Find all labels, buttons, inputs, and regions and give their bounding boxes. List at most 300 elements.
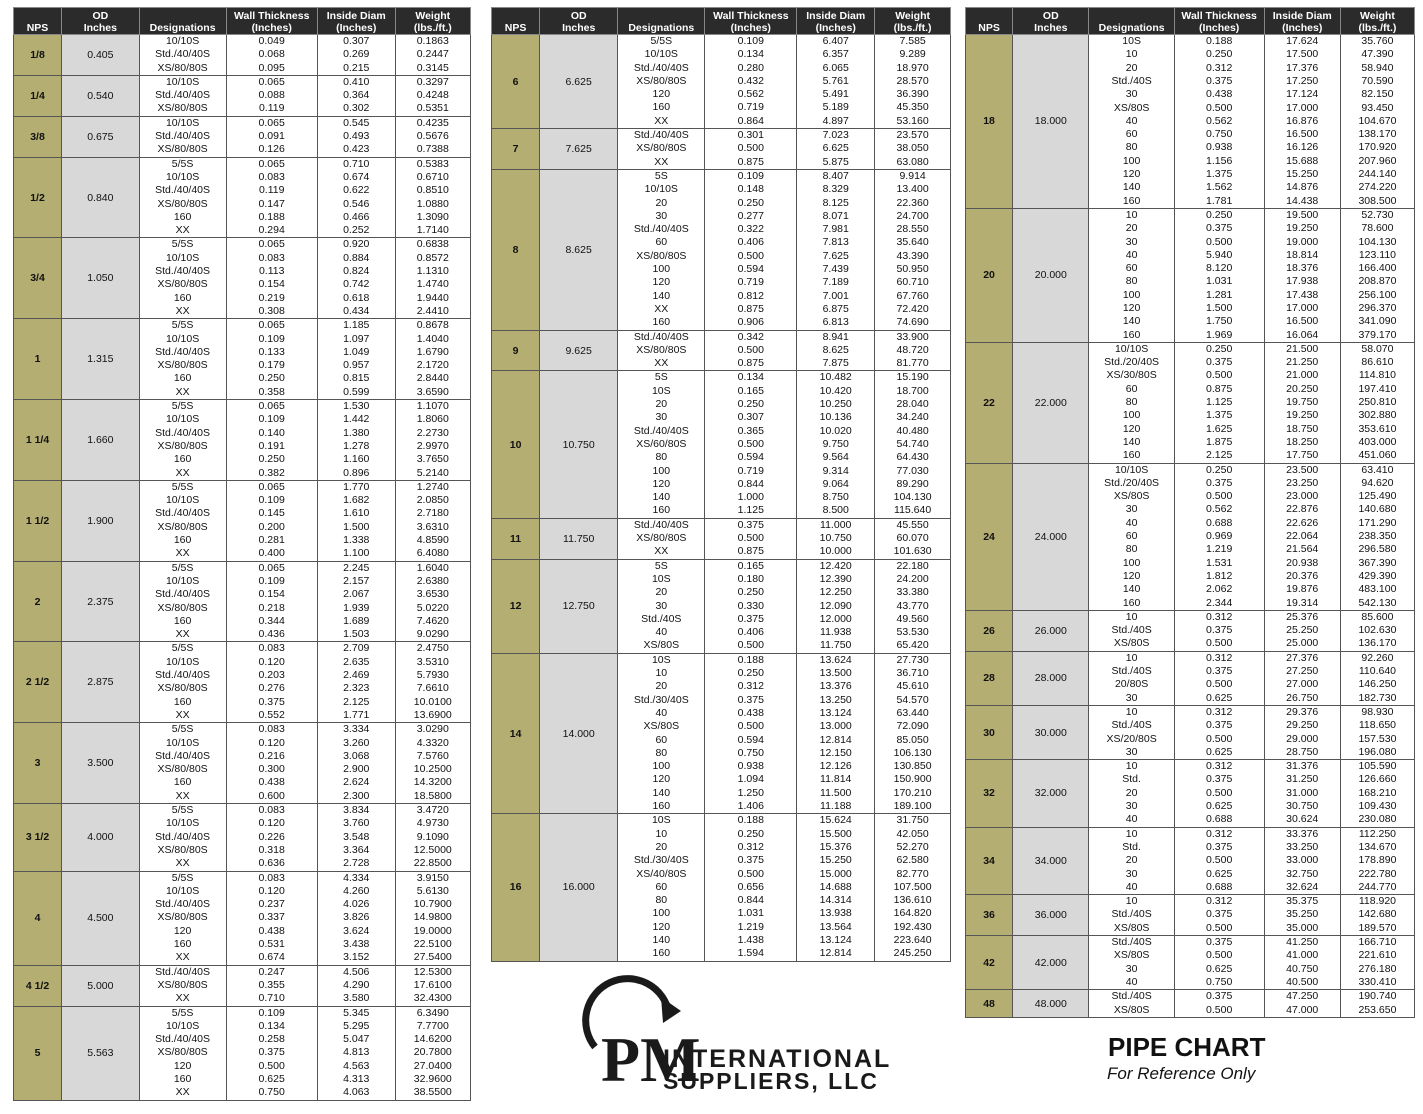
id-value: 20.376: [1286, 569, 1319, 582]
wt-value: 22.180: [896, 559, 929, 572]
wall-value: 0.250: [1206, 342, 1233, 355]
wt-value: 3.6590: [416, 385, 449, 398]
wall-list-cell: [226, 871, 317, 965]
id-list-cell: [1264, 936, 1340, 990]
des-value: 160: [173, 776, 192, 789]
id-value: 17.624: [1286, 35, 1319, 48]
designations-header: [618, 8, 705, 35]
wall-value: 0.562: [737, 88, 764, 101]
header-line-1: Inside Diam: [806, 10, 866, 22]
des-list-cell: [1089, 827, 1174, 895]
wt-list-cell: [395, 804, 470, 872]
wt-value: 2.6380: [416, 574, 449, 587]
wt-list-cell: [395, 238, 470, 319]
wall-list-cell: [1174, 705, 1264, 759]
des-value: Std./40/40S: [155, 48, 211, 61]
id-value: 1.338: [343, 534, 370, 547]
des-list-cell: [618, 35, 705, 129]
id-value: 47.000: [1286, 1003, 1319, 1016]
des-value: 10S: [651, 572, 671, 585]
id-value: 0.884: [343, 251, 370, 264]
des-value: 10: [1125, 827, 1138, 840]
wall-value: 1.031: [737, 907, 764, 920]
wt-value: 82.150: [1361, 88, 1394, 101]
des-value: 140: [1122, 315, 1141, 328]
wt-value: 58.070: [1361, 342, 1394, 355]
nps-cell: 20: [966, 208, 1013, 342]
wt-value: 483.100: [1358, 583, 1397, 596]
id-value: 4.026: [343, 898, 370, 911]
od-cell: 30.000: [1013, 705, 1089, 759]
id-value: 19.876: [1286, 583, 1319, 596]
wt-value: 81.770: [896, 357, 929, 370]
wall-list-cell: [226, 965, 317, 1006]
wall-list-cell: [1174, 342, 1264, 463]
wt-value: 0.3145: [416, 61, 449, 74]
wall-value: 0.688: [1206, 516, 1233, 529]
des-value: Std./40S: [1111, 665, 1152, 678]
header-line-2: (lbs./ft.): [893, 21, 932, 34]
wt-value: 18.700: [896, 384, 929, 397]
des-value: 5/5S: [171, 804, 194, 817]
wall-list-cell: [1174, 990, 1264, 1018]
id-value: 7.625: [822, 249, 849, 262]
id-value: 35.250: [1286, 908, 1319, 921]
id-value: 5.875: [822, 155, 849, 168]
wall-value: 0.636: [258, 857, 285, 870]
od-cell: 4.000: [61, 804, 139, 872]
wall-value: 0.500: [1206, 101, 1233, 114]
wt-value: 0.8510: [416, 184, 449, 197]
wt-value: 18.970: [896, 61, 929, 74]
id-value: 5.761: [822, 74, 849, 87]
wt-value: 24.200: [896, 572, 929, 585]
wt-value: 125.490: [1358, 490, 1397, 503]
wt-value: 3.6530: [416, 588, 449, 601]
wt-value: 89.290: [896, 477, 929, 490]
des-value: 10/10S: [644, 48, 678, 61]
header-line-2: [618, 11, 704, 23]
wall-value: 0.065: [258, 75, 285, 88]
id-value: 22.626: [1286, 516, 1319, 529]
header-line-2: [492, 11, 539, 23]
wall-value: 1.969: [1206, 328, 1233, 341]
nps-cell: 16: [492, 814, 540, 961]
des-value: 10/10S: [165, 332, 200, 345]
id-value: 10.136: [819, 411, 852, 424]
wall-value: 0.188: [258, 210, 285, 223]
des-value: 10/10S: [1114, 342, 1149, 355]
wt-value: 192.430: [893, 920, 932, 933]
wall-value: 0.500: [1206, 678, 1233, 691]
wall-value: 0.656: [737, 880, 764, 893]
wt-value: 7.4620: [416, 614, 449, 627]
wall-value: 0.109: [737, 170, 764, 182]
designations-header: [1089, 8, 1174, 35]
wall-value: 0.812: [737, 289, 764, 302]
wt-list-cell: [395, 480, 470, 561]
wt-value: 10.2500: [413, 763, 452, 776]
id-value: 7.023: [822, 129, 849, 142]
wt-value: 72.420: [896, 302, 929, 315]
wall-list-cell: [226, 75, 317, 116]
id-value: 17.938: [1286, 275, 1319, 288]
pipe-size-row: [966, 651, 1415, 705]
wt-value: 53.160: [896, 114, 929, 127]
wall-value: 0.500: [737, 639, 764, 652]
wt-value: 14.3200: [413, 776, 452, 789]
des-value: XS/80/80S: [157, 978, 208, 991]
des-value: 30: [1125, 745, 1138, 758]
des-value: XX: [175, 224, 190, 237]
des-value: 40: [655, 706, 668, 719]
wall-value: 0.250: [737, 827, 764, 840]
des-value: 20: [655, 196, 668, 209]
des-value: 120: [652, 88, 671, 101]
wall-value: 0.844: [737, 894, 764, 907]
des-value: 120: [173, 1059, 192, 1072]
des-value: 80: [1125, 543, 1138, 556]
id-value: 17.000: [1286, 301, 1319, 314]
od-cell: 18.000: [1013, 35, 1089, 209]
id-value: 8.625: [822, 343, 849, 356]
id-value: 17.438: [1286, 288, 1319, 301]
header-line-2: Inches: [83, 21, 117, 34]
id-value: 15.500: [819, 827, 852, 840]
wall-value: 0.280: [737, 61, 764, 74]
wt-value: 276.180: [1358, 962, 1397, 975]
wt-value: 1.4740: [416, 278, 449, 291]
wt-value: 18.5800: [413, 789, 452, 802]
nps-cell: 1/2: [14, 157, 62, 238]
id-value: 0.618: [343, 291, 370, 304]
des-value: Std./40S: [1111, 936, 1152, 949]
wall-value: 0.375: [1206, 840, 1233, 853]
wall-value: 0.109: [258, 574, 285, 587]
wall-value: 1.000: [737, 491, 764, 504]
id-value: 0.920: [343, 238, 370, 251]
id-value: 8.329: [822, 183, 849, 196]
wt-value: 5.2140: [416, 466, 449, 479]
wt-list-cell: [395, 400, 470, 481]
id-value: 11.938: [820, 626, 852, 639]
wt-list-cell: [395, 642, 470, 723]
id-value: 26.750: [1286, 691, 1319, 704]
wall-value: 0.625: [1206, 745, 1233, 758]
wt-value: 330.410: [1358, 975, 1397, 988]
id-value: 15.624: [819, 814, 852, 827]
wall-value: 0.625: [1206, 962, 1233, 975]
wall-value: 0.250: [737, 398, 764, 411]
pipe-size-row: [966, 342, 1415, 463]
pipe-size-row: [966, 208, 1415, 342]
des-list-cell: [618, 169, 705, 330]
id-value: 7.189: [822, 276, 849, 289]
id-value: 0.546: [343, 197, 370, 210]
des-value: 5/5S: [171, 480, 194, 493]
wall-value: 2.062: [1206, 583, 1233, 596]
id-value: 2.125: [343, 695, 370, 708]
id-value: 2.709: [343, 642, 370, 655]
id-value: 40.500: [1286, 975, 1319, 988]
id-value: 19.250: [1286, 409, 1319, 422]
des-value: 100: [1122, 154, 1141, 167]
wt-value: 1.6040: [416, 561, 449, 574]
wall-list-cell: [226, 157, 317, 238]
wt-value: 86.610: [1361, 356, 1394, 369]
wt-value: 42.050: [896, 827, 929, 840]
wt-value: 19.0000: [413, 924, 452, 937]
nps-cell: 12: [492, 559, 540, 653]
des-value: XX: [654, 155, 669, 168]
wall-value: 0.145: [258, 507, 285, 520]
wall-value: 0.552: [258, 708, 285, 721]
des-value: 60: [655, 236, 668, 249]
wt-list-cell: [1340, 827, 1414, 895]
wall-value: 0.109: [258, 1006, 285, 1019]
des-list-cell: [139, 965, 226, 1006]
wt-value: 150.900: [893, 773, 932, 786]
des-value: Std./40/40S: [633, 61, 689, 74]
wall-value: 0.337: [258, 911, 285, 924]
id-value: 8.071: [822, 209, 849, 222]
wt-list-cell: [395, 116, 470, 157]
header-line-1: Weight: [1360, 10, 1395, 22]
nps-cell: 9: [492, 330, 540, 371]
designations-header: [139, 8, 226, 35]
id-list-cell: [797, 653, 875, 814]
id-value: 0.896: [343, 466, 370, 479]
wall-value: 0.095: [258, 61, 285, 74]
wall-value: 0.375: [737, 693, 764, 706]
id-value: 1.049: [343, 345, 370, 358]
wt-value: 32.4300: [413, 992, 452, 1005]
des-value: XS/80/80S: [157, 359, 208, 372]
wall-value: 0.750: [258, 1086, 285, 1099]
header-line-2: (Inches): [815, 21, 856, 34]
des-value: 5/5S: [171, 871, 194, 884]
wall-value: 0.250: [737, 196, 764, 209]
od-cell: 32.000: [1013, 760, 1089, 828]
id-value: 1.689: [343, 614, 370, 627]
wt-value: 50.950: [896, 263, 929, 276]
des-value: XX: [654, 545, 669, 558]
des-list-cell: [139, 75, 226, 116]
wt-value: 14.6200: [413, 1033, 452, 1046]
des-value: 160: [652, 800, 671, 813]
id-value: 0.302: [343, 102, 370, 115]
wall-value: 0.375: [1206, 990, 1233, 1003]
wall-value: 1.094: [737, 773, 764, 786]
wall-value: 0.312: [737, 840, 764, 853]
des-value: XX: [175, 466, 190, 479]
header-line-1: OD: [92, 10, 109, 22]
wt-value: 36.390: [896, 88, 929, 101]
od-cell: 1.050: [61, 238, 139, 319]
des-value: Std./40/40S: [155, 89, 211, 102]
wt-value: 52.730: [1361, 208, 1394, 221]
pipe-size-row: [14, 1006, 471, 1100]
wt-value: 182.730: [1358, 691, 1397, 704]
wt-value: 77.030: [896, 464, 929, 477]
pipe-size-row: [966, 610, 1415, 651]
id-value: 19.000: [1286, 235, 1319, 248]
wt-value: 93.450: [1361, 101, 1394, 114]
id-value: 3.580: [343, 992, 370, 1005]
id-value: 1.185: [343, 319, 370, 332]
wt-value: 1.2740: [416, 480, 449, 493]
nps-cell: 1 1/2: [14, 480, 62, 561]
des-value: XX: [175, 1086, 190, 1099]
id-value: 19.750: [1286, 396, 1319, 409]
id-list-cell: [317, 723, 395, 804]
wt-value: 106.130: [893, 746, 932, 759]
des-value: 60: [1125, 128, 1138, 141]
id-value: 1.682: [343, 494, 370, 507]
id-value: 2.728: [343, 857, 370, 870]
pipe-size-row: [14, 871, 471, 965]
header-line-1: Designations: [628, 21, 695, 34]
id-value: 16.500: [1286, 128, 1319, 141]
des-value: 140: [652, 491, 671, 504]
id-list-cell: [1264, 208, 1340, 342]
des-value: 140: [652, 934, 671, 947]
id-value: 2.245: [343, 561, 370, 574]
wt-value: 208.870: [1358, 275, 1397, 288]
wt-value: 7.5760: [416, 749, 449, 762]
wt-value: 0.4248: [416, 89, 449, 102]
wall-value: 0.375: [1206, 936, 1233, 949]
wt-value: 367.390: [1358, 556, 1397, 569]
id-list-cell: [1264, 827, 1340, 895]
des-value: 100: [652, 760, 671, 773]
wall-value: 0.188: [1206, 35, 1233, 48]
wall-value: 0.688: [1206, 813, 1233, 826]
header-line-1: NPS: [504, 21, 527, 34]
des-value: XX: [654, 114, 669, 127]
chart-title: PIPE CHART: [1108, 1032, 1266, 1062]
des-value: 120: [1122, 569, 1141, 582]
wt-list-cell: [395, 723, 470, 804]
des-value: 40: [1125, 114, 1138, 127]
des-value: XS/80/80S: [157, 911, 208, 924]
wall-value: 0.500: [1206, 1003, 1233, 1016]
des-value: 10/10S: [1114, 463, 1149, 476]
des-value: 10: [1125, 208, 1138, 221]
wall-value: 0.500: [737, 867, 764, 880]
des-value: 20: [1125, 222, 1138, 235]
wt-value: 67.760: [896, 289, 929, 302]
id-list-cell: [1264, 990, 1340, 1018]
des-value: 5S: [654, 371, 668, 384]
id-value: 17.376: [1286, 61, 1319, 74]
des-value: 10: [1125, 48, 1138, 61]
des-value: XS/80/80S: [157, 278, 208, 291]
wt-value: 403.000: [1358, 435, 1397, 448]
wall-value: 0.750: [1206, 128, 1233, 141]
des-value: 5/5S: [171, 642, 194, 655]
wt-value: 207.960: [1358, 154, 1397, 167]
wall-value: 0.969: [1206, 530, 1233, 543]
wall-value: 0.500: [1206, 949, 1233, 962]
header-line-1: NPS: [26, 21, 49, 34]
wall-value: 1.750: [1206, 315, 1233, 328]
wall-value: 0.375: [1206, 624, 1233, 637]
wall-value: 1.125: [737, 504, 764, 517]
wt-value: 308.500: [1358, 194, 1397, 207]
wall-value: 0.312: [1206, 705, 1233, 718]
des-value: 10/10S: [165, 574, 200, 587]
pipe-size-row: [492, 35, 951, 129]
wt-value: 222.780: [1358, 867, 1397, 880]
id-value: 0.824: [343, 265, 370, 278]
wall-value: 0.719: [737, 276, 764, 289]
id-value: 17.124: [1286, 88, 1319, 101]
wt-value: 1.6790: [416, 345, 449, 358]
header-line-2: [14, 11, 61, 23]
wt-list-cell: [1340, 208, 1414, 342]
des-value: XX: [175, 708, 190, 721]
wt-value: 35.760: [1361, 35, 1394, 48]
id-value: 3.364: [343, 843, 370, 856]
id-value: 10.482: [819, 371, 852, 384]
wt-value: 6.3490: [416, 1006, 449, 1019]
wall-list-cell: [1174, 895, 1264, 936]
des-value: 20: [655, 680, 668, 693]
nps-cell: 42: [966, 936, 1013, 990]
wall-value: 0.322: [737, 223, 764, 236]
wall-list-cell: [226, 400, 317, 481]
header-line-1: Inside Diam: [1272, 10, 1332, 22]
wall-value: 0.500: [1206, 921, 1233, 934]
id-value: 1.771: [343, 708, 370, 721]
wt-value: 107.500: [893, 880, 932, 893]
od-cell: 2.875: [61, 642, 139, 723]
wt-value: 9.1090: [416, 830, 449, 843]
wt-value: 7.585: [899, 35, 926, 47]
id-value: 6.875: [822, 302, 849, 315]
id-value: 33.376: [1286, 827, 1319, 840]
wt-value: 32.9600: [413, 1073, 452, 1086]
des-value: 160: [173, 695, 192, 708]
id-value: 17.750: [1286, 449, 1319, 462]
wall-value: 0.250: [737, 667, 764, 680]
wall-value: 0.301: [737, 129, 764, 142]
wt-value: 27.5400: [413, 951, 452, 964]
des-value: XS/80/80S: [157, 143, 208, 156]
des-value: 80: [655, 894, 668, 907]
pipe-size-row: [966, 35, 1415, 209]
id-value: 16.126: [1286, 141, 1319, 154]
pipe-size-row: [14, 965, 471, 1006]
des-value: 100: [652, 263, 671, 276]
des-value: 10/10S: [165, 1019, 200, 1032]
des-value: 10/10S: [165, 736, 200, 749]
des-value: XS/80/80S: [157, 197, 208, 210]
wt-value: 63.440: [896, 706, 929, 719]
od-cell: 0.675: [61, 116, 139, 157]
wall-value: 0.250: [1206, 208, 1233, 221]
wt-value: 296.580: [1358, 543, 1397, 556]
wt-value: 47.390: [1361, 48, 1394, 61]
des-value: 160: [173, 614, 192, 627]
nps-cell: 8: [492, 169, 540, 330]
des-value: 10: [1125, 651, 1138, 664]
id-value: 18.376: [1286, 262, 1319, 275]
od-cell: 42.000: [1013, 936, 1089, 990]
id-list-cell: [797, 35, 875, 129]
des-value: 30: [1125, 962, 1138, 975]
